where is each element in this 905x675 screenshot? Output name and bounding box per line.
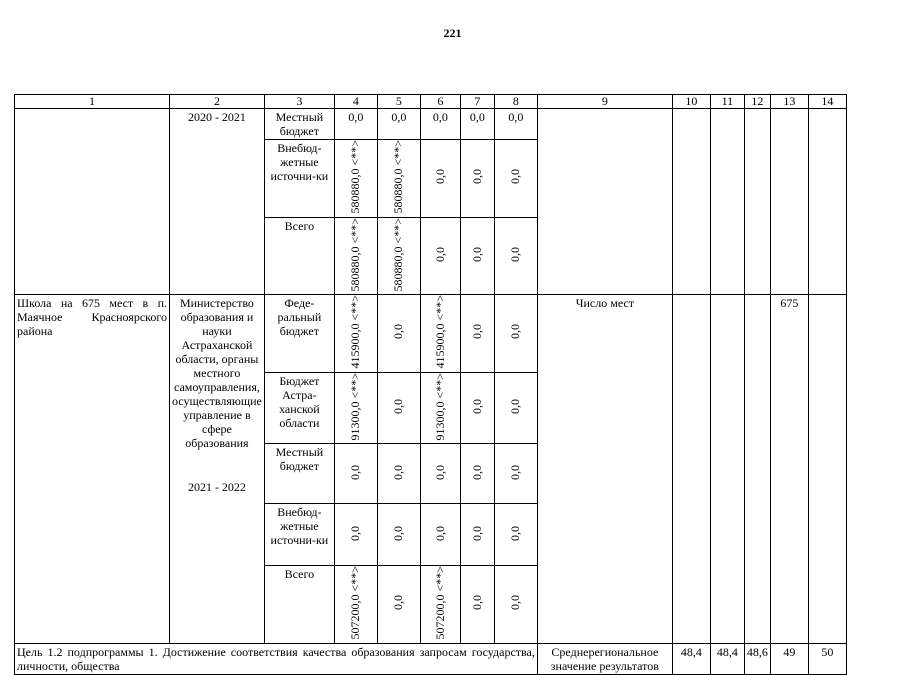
value-cell: 0,0 <box>420 109 460 140</box>
header-cell: 1 <box>15 95 170 109</box>
period-cell: 2020 - 2021 <box>170 109 265 295</box>
source-cell: Феде-ральный бюджет <box>264 295 334 373</box>
value-text: 0,0 <box>469 246 484 262</box>
value-cell <box>334 566 377 644</box>
value-cell: 0,0 <box>334 109 377 140</box>
value-cell <box>460 372 494 444</box>
value-cell: 0,0 <box>377 109 420 140</box>
value-text: 0,0 <box>432 464 447 480</box>
value-cell <box>377 504 420 566</box>
value-text: 0,0 <box>508 595 523 611</box>
value-cell <box>808 295 846 644</box>
value-cell <box>494 372 537 444</box>
value-cell <box>808 109 846 295</box>
name-cell <box>15 109 170 295</box>
value-cell <box>334 444 377 504</box>
value-text: 0,0 <box>391 595 406 611</box>
value-text: 0,0 <box>432 246 447 262</box>
value-text: 0,0 <box>348 464 363 480</box>
value-cell <box>420 504 460 566</box>
value-cell <box>672 295 710 644</box>
value-text: 0,0 <box>508 169 523 185</box>
header-cell: 12 <box>744 95 770 109</box>
value-cell: 48,4 <box>710 643 744 674</box>
value-cell <box>334 295 377 373</box>
value-cell <box>710 109 744 295</box>
source-cell: Бюджет Астра-ханской области <box>264 372 334 444</box>
value-cell: 49 <box>770 643 808 674</box>
value-text: 91300,0 <**> <box>348 372 363 441</box>
value-cell: 48,6 <box>744 643 770 674</box>
value-cell <box>420 140 460 218</box>
value-text: 0,0 <box>469 169 484 185</box>
value-cell: 50 <box>808 643 846 674</box>
value-cell <box>377 372 420 444</box>
indicator-cell <box>537 109 672 295</box>
goal-indicator-cell: Среднерегиональное значение результатов <box>537 643 672 674</box>
value-cell <box>420 566 460 644</box>
value-text: 0,0 <box>432 525 447 541</box>
header-cell: 8 <box>494 95 537 109</box>
indicator-cell: Число мест <box>537 295 672 644</box>
value-cell <box>377 140 420 218</box>
value-text: 0,0 <box>391 398 406 414</box>
value-text: 415900,0 <**> <box>348 295 363 369</box>
value-text: 0,0 <box>469 398 484 414</box>
value-cell <box>460 566 494 644</box>
value-cell <box>710 295 744 644</box>
value-cell: 0,0 <box>494 109 537 140</box>
value-text: 580880,0 <**> <box>391 140 406 214</box>
value-cell <box>420 372 460 444</box>
goal-text-cell: Цель 1.2 подпрограммы 1. Достижение соответствия качества образования запросам государства, личности, общества <box>15 643 538 674</box>
value-text: 0,0 <box>508 324 523 340</box>
value-text: 580880,0 <**> <box>348 217 363 292</box>
header-cell: 3 <box>264 95 334 109</box>
value-cell <box>334 372 377 444</box>
value-cell <box>377 217 420 295</box>
value-cell <box>460 504 494 566</box>
value-text: 0,0 <box>469 595 484 611</box>
value-text: 580880,0 <**> <box>348 140 363 214</box>
source-cell: Всего <box>264 566 334 644</box>
source-cell: Внебюд-жетные источни-ки <box>264 140 334 218</box>
header-cell: 10 <box>672 95 710 109</box>
value-cell <box>744 295 770 644</box>
value-text: 507200,0 <**> <box>348 566 363 640</box>
value-cell: 0,0 <box>460 109 494 140</box>
value-text: 0,0 <box>508 246 523 262</box>
table-row <box>15 295 847 373</box>
value-cell <box>494 217 537 295</box>
object-name-cell: Школа на 675 мест в п. Маячное Красноярского района <box>15 295 170 644</box>
value-cell <box>494 566 537 644</box>
value-cell <box>420 444 460 504</box>
value-cell <box>460 295 494 373</box>
header-cell: 6 <box>420 95 460 109</box>
value-cell <box>420 295 460 373</box>
value-text: 0,0 <box>391 525 406 541</box>
value-cell <box>334 217 377 295</box>
value-text: 0,0 <box>508 464 523 480</box>
value-text: 0,0 <box>391 324 406 340</box>
value-text: 0,0 <box>348 525 363 541</box>
value-cell: 48,4 <box>672 643 710 674</box>
executor-text: Министерство образования и науки Астраханской области, органы местного самоуправления, осуществляющие управление в сфере образования <box>172 296 262 451</box>
value-cell <box>377 566 420 644</box>
page-number: 221 <box>443 26 462 40</box>
header-cell: 7 <box>460 95 494 109</box>
value-cell <box>377 444 420 504</box>
value-text: 0,0 <box>469 324 484 340</box>
source-cell: Местный бюджет <box>264 109 334 140</box>
value-cell <box>494 504 537 566</box>
value-cell <box>744 109 770 295</box>
value-text: 415900,0 <**> <box>432 295 447 369</box>
source-cell: Внебюд-жетные источни-ки <box>264 504 334 566</box>
header-cell: 9 <box>537 95 672 109</box>
value-cell <box>460 140 494 218</box>
value-cell <box>334 140 377 218</box>
program-table <box>14 94 847 675</box>
value-cell <box>420 217 460 295</box>
value-cell <box>377 295 420 373</box>
value-text: 0,0 <box>508 525 523 541</box>
source-cell: Местный бюджет <box>264 444 334 504</box>
value-cell <box>672 109 710 295</box>
value-cell <box>494 295 537 373</box>
value-text: 91300,0 <**> <box>432 372 447 441</box>
value-cell <box>494 140 537 218</box>
table-row <box>15 109 847 140</box>
value-text: 580880,0 <**> <box>391 217 406 292</box>
value-cell <box>494 444 537 504</box>
executor-cell <box>170 295 265 644</box>
value-text: 0,0 <box>469 464 484 480</box>
header-cell: 11 <box>710 95 744 109</box>
period-text: 2021 - 2022 <box>187 480 246 495</box>
value-text: 507200,0 <**> <box>432 566 447 640</box>
value-text: 0,0 <box>391 464 406 480</box>
value-text: 0,0 <box>469 525 484 541</box>
table-row <box>15 643 847 674</box>
header-cell: 13 <box>770 95 808 109</box>
header-cell: 2 <box>170 95 265 109</box>
value-cell <box>770 109 808 295</box>
value-text: 0,0 <box>508 398 523 414</box>
header-cell: 4 <box>334 95 377 109</box>
value-cell: 675 <box>770 295 808 644</box>
value-text: 0,0 <box>432 169 447 185</box>
header-row <box>15 95 847 109</box>
value-cell <box>334 504 377 566</box>
source-cell: Всего <box>264 217 334 295</box>
value-cell <box>460 217 494 295</box>
value-cell <box>460 444 494 504</box>
header-cell: 5 <box>377 95 420 109</box>
header-cell: 14 <box>808 95 846 109</box>
